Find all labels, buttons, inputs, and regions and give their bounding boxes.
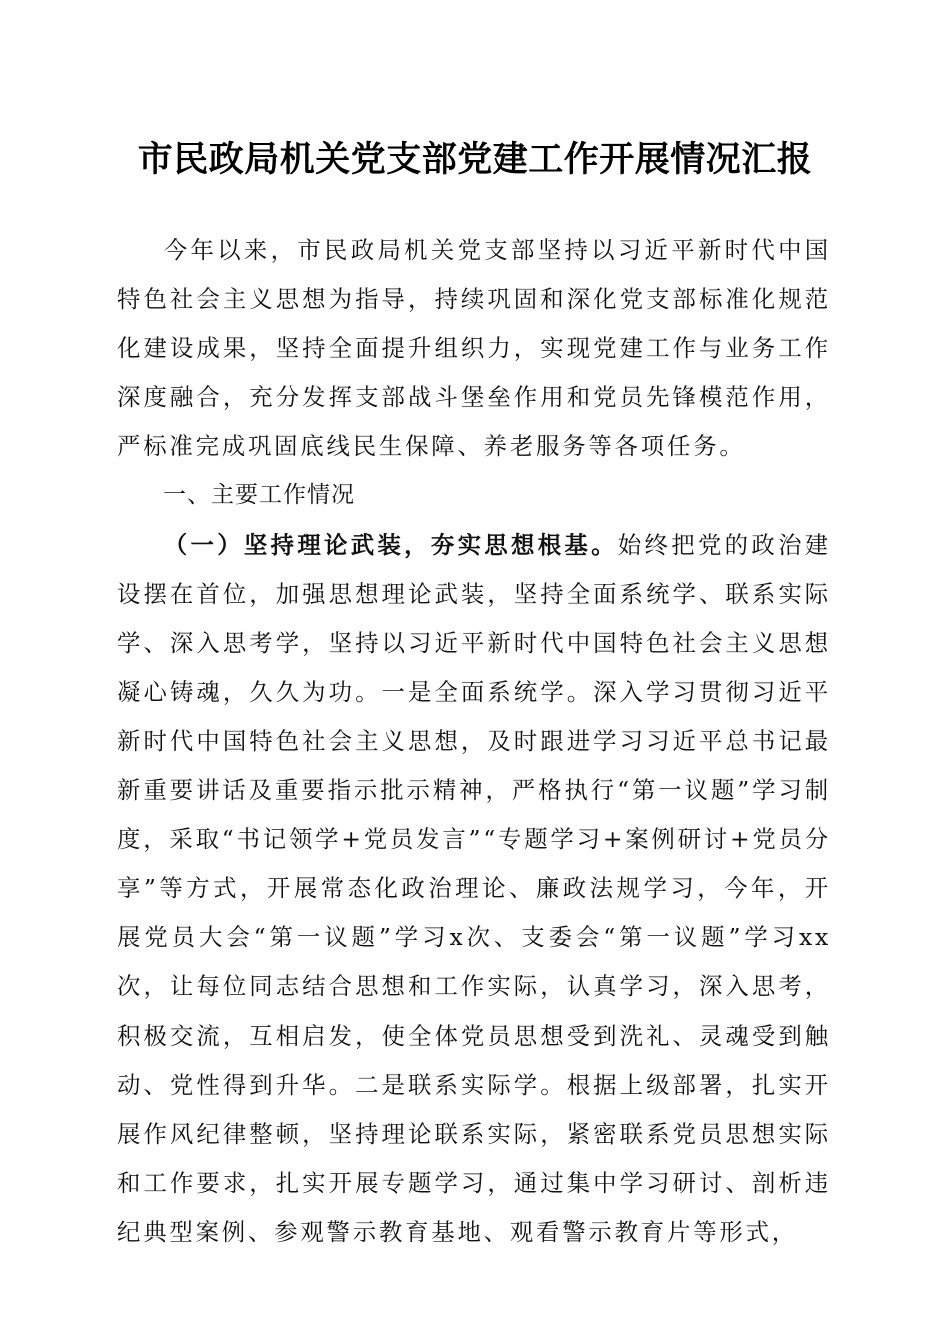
- subsection-heading: （一）坚持理论武装，夯实思想根基。: [163, 530, 618, 559]
- intro-paragraph: 今年以来，市民政局机关党支部坚持以习近平新时代中国特色社会主义思想为指导，持续巩固和深化党支部标准化规范化建设成果，坚持全面提升组织力，实现党建工作与业务工作深度融合，充分发挥支部战斗堡垒作用和党员先锋模范作用，严标准完成巩固底线民生保障、养老服务等各项任务。: [117, 236, 831, 461]
- document-body: [117, 226, 831, 1257]
- document-title: 市民政局机关党支部党建工作开展情况汇报: [137, 139, 813, 180]
- section-heading: 一、主要工作情况: [163, 482, 355, 509]
- section-paragraph: [117, 521, 831, 1257]
- subsection-text: 始终把党的政治建设摆在首位，加强思想理论武装，坚持全面系统学、联系实际学、深入思考学，坚持以习近平新时代中国特色社会主义思想凝心铸魂，久久为功。一是全面系统学。深入学习贯彻习近平新时代中国特色社会主义思想，及时跟进学习习近平总书记最新重要讲话及重要指示批示精神，严格执行“第一议题”学习制度，采取“书记领学+党员发言”“专题学习+案例研讨+党员分享”等方式，开展常态化政治理论、廉政法规学习，今年，开展党员大会“第一议题”学习x次、支委会“第一议题”学习xx次，让每位同志结合思想和工作实际，认真学习，深入思考，积极交流，互相启发，使全体党员思想受到洗礼、灵魂受到触动、党性得到升华。二是联系实际学。根据上级部署，扎实开展作风纪律整顿，坚持理论联系实际，紧密联系党员思想实际和工作要求，扎实开展专题学习，通过集中学习研讨、剖析违纪典型案例、参观警示教育基地、观看警示教育片等形式，: [117, 530, 831, 1246]
